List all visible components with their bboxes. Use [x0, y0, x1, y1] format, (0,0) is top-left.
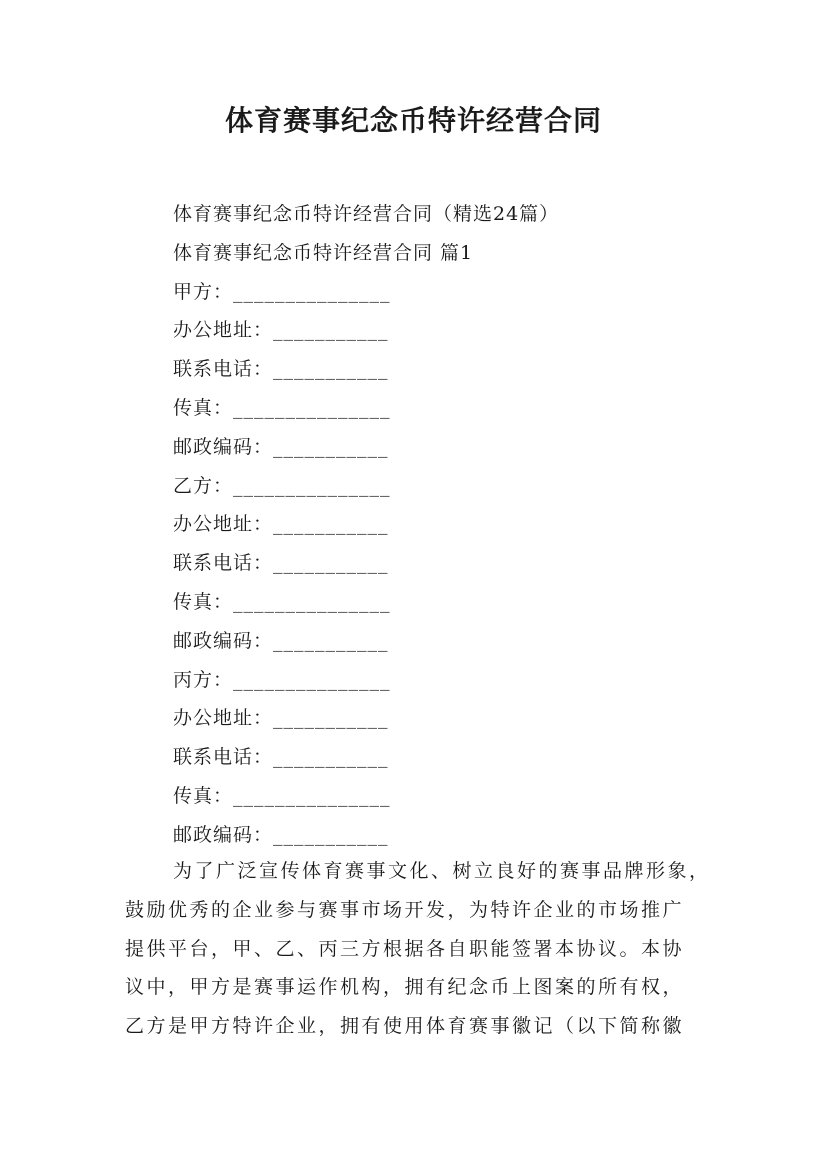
field-party-c-fax: 传真：_______________ — [173, 784, 391, 807]
body-paragraph — [125, 852, 715, 1046]
paragraph-line: 为了广泛宣传体育赛事文化、树立良好的赛事品牌形象， — [173, 860, 711, 882]
paragraph-line: 议中，甲方是赛事运作机构，拥有纪念币上图案的所有权， — [125, 976, 685, 999]
field-party-a-phone: 联系电话：___________ — [173, 358, 389, 381]
document-title: 体育赛事纪念币特许经营合同 — [224, 104, 602, 137]
field-party-c-phone: 联系电话：___________ — [173, 746, 389, 769]
field-party-c: 丙方：_______________ — [173, 668, 391, 691]
field-party-c-address: 办公地址：___________ — [173, 707, 389, 730]
field-party-b-fax: 传真：_______________ — [173, 590, 391, 613]
paragraph-line: 乙方是甲方特许企业，拥有使用体育赛事徽记（以下简称徽 — [125, 1015, 685, 1038]
field-party-a: 甲方：_______________ — [173, 280, 391, 303]
paragraph-line: 鼓励优秀的企业参与赛事市场开发，为特许企业的市场推广 — [125, 898, 685, 921]
field-party-b-phone: 联系电话：___________ — [173, 552, 389, 575]
document-subtitle: 体育赛事纪念币特许经营合同（精选24篇） — [173, 203, 560, 225]
section-heading: 体育赛事纪念币特许经营合同 篇1 — [173, 241, 474, 264]
paragraph-line: 提供平台，甲、乙、丙三方根据各自职能签署本协议。本协 — [125, 937, 685, 960]
field-party-b: 乙方：_______________ — [173, 474, 391, 497]
field-party-a-fax: 传真：_______________ — [173, 396, 391, 419]
field-party-a-address: 办公地址：___________ — [173, 319, 389, 342]
field-party-b-postcode: 邮政编码：___________ — [173, 629, 389, 652]
field-party-b-address: 办公地址：___________ — [173, 513, 389, 536]
contract-header-block — [173, 195, 733, 855]
field-party-a-postcode: 邮政编码：___________ — [173, 435, 389, 458]
field-party-c-postcode: 邮政编码：___________ — [173, 823, 389, 846]
